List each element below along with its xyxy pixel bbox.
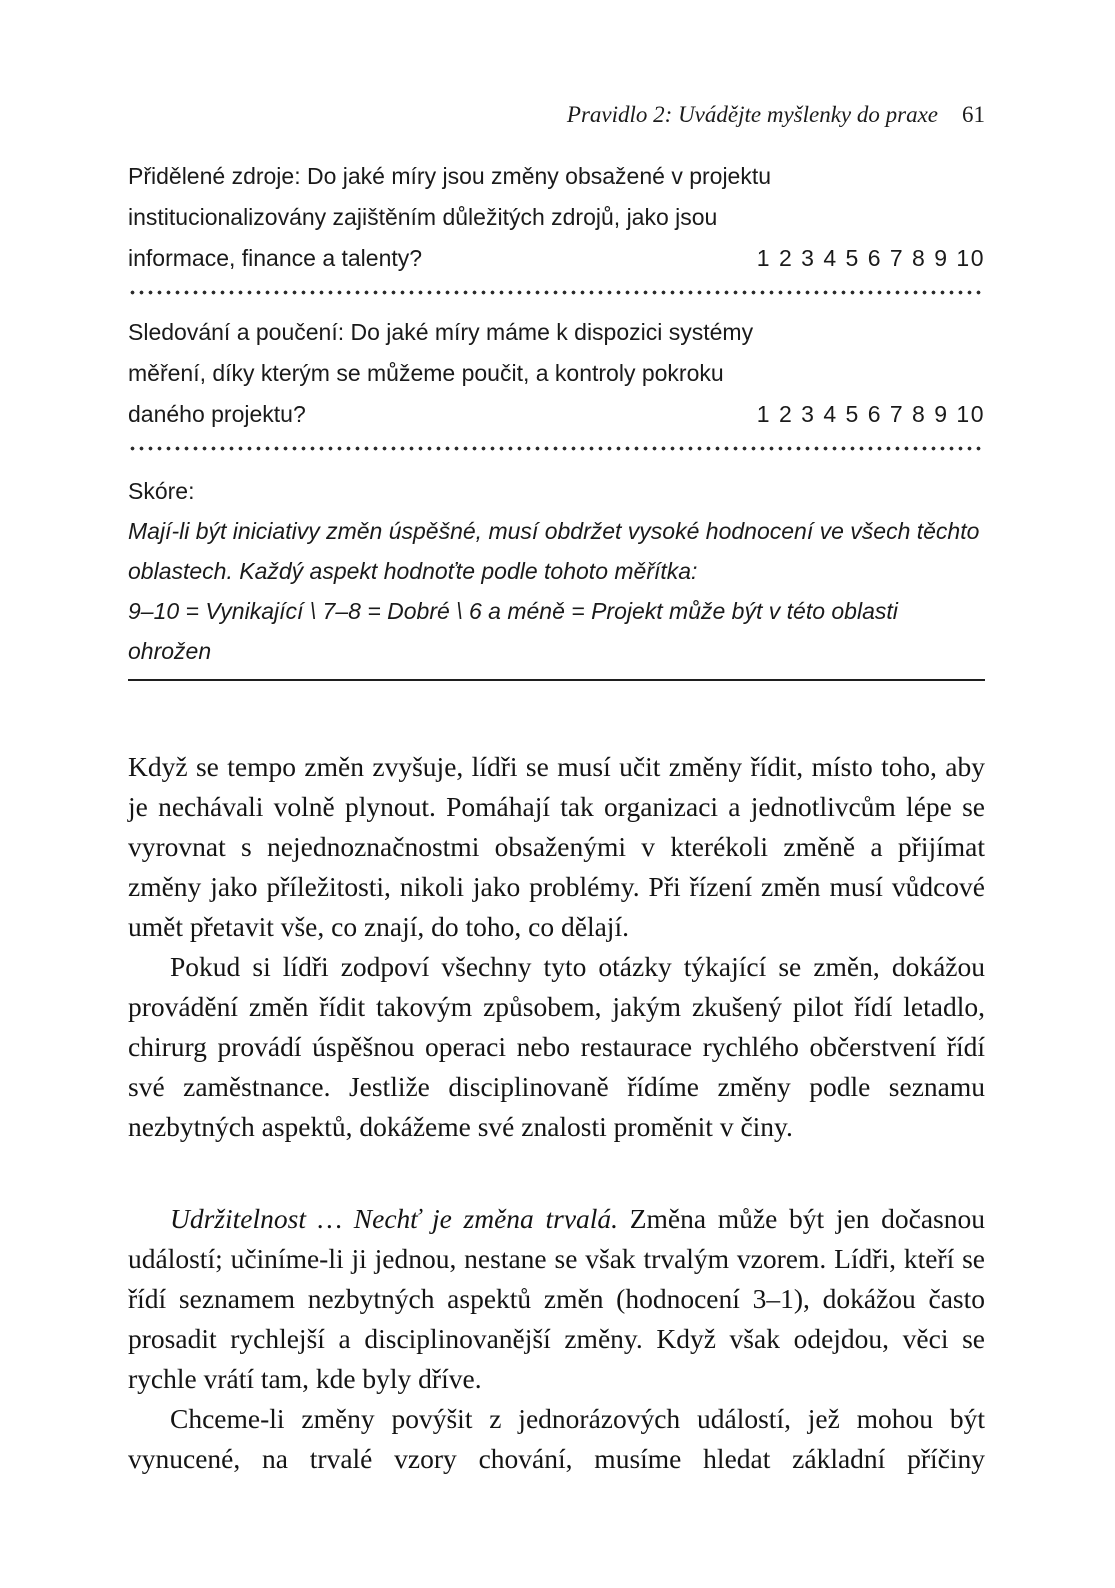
paragraph-text: Změna může být jen dočasnou událostí; učiníme-li ji jednou, nestane se však trvalým vzorem. Lídři, kteří se řídí seznamem nezbytných aspektů změn (hodnocení 3–1), dokážou často prosadit rychlejší a disciplinovanější změny. Když však odejdou, věci se rychle vrátí tam, kde byly dříve. bbox=[128, 1203, 985, 1394]
question-line: měření, díky kterým se můžeme poučit, a kontroly pokroku bbox=[128, 360, 724, 386]
score-note-line: oblastech. Každý aspekt hodnoťte podle tohoto měřítka: bbox=[128, 558, 698, 584]
paragraph-lead-italic: Udržitelnost … Nechť je změna trvalá. bbox=[170, 1203, 619, 1234]
rating-scale: 1 2 3 4 5 6 7 8 9 10 bbox=[756, 401, 985, 427]
paragraph-text: Chceme-li změny povýšit z jednorázových událostí, jež mohou být vynucené, na trvalé vzory chování, musíme hledat základní příčiny bbox=[128, 1403, 985, 1474]
body-text bbox=[128, 747, 985, 1479]
paragraph-text: Když se tempo změn zvyšuje, lídři se musí učit změny řídit, místo toho, aby je nechávali volně plynout. Pomáhají tak organizaci a jednotlivcům lépe se vyrovnat s nejednoznačnostmi obsaženými v kterékoli změně a přijímat změny jako příležitosti, nikoli jako problémy. Při řízení změn musí vůdcové umět přetavit vše, co znají, do toho, co dělají. bbox=[128, 751, 985, 942]
body-paragraph bbox=[128, 747, 985, 947]
body-paragraph bbox=[128, 1199, 985, 1399]
page-number: 61 bbox=[962, 102, 985, 127]
question-line: daného projektu? bbox=[128, 401, 306, 427]
score-note-line: 9–10 = Vynikající \ 7–8 = Dobré \ 6 a méně = Projekt může být v této oblasti ohrožen bbox=[128, 598, 898, 664]
question-line: institucionalizovány zajištěním důležitých zdrojů, jako jsou bbox=[128, 204, 718, 230]
score-note-line: Mají-li být iniciativy změn úspěšné, musí obdržet vysoké hodnocení ve všech těchto bbox=[128, 518, 980, 544]
score-note bbox=[128, 511, 985, 671]
section-rule bbox=[128, 679, 985, 681]
question-block-monitoring bbox=[128, 312, 985, 435]
question-block-resources bbox=[128, 156, 985, 279]
question-line: Sledování a poučení: Do jaké míry máme k dispozici systémy bbox=[128, 319, 754, 345]
rating-scale: 1 2 3 4 5 6 7 8 9 10 bbox=[756, 245, 985, 271]
body-paragraph bbox=[128, 1399, 985, 1479]
question-line: Přidělené zdroje: Do jaké míry jsou změny obsažené v projektu bbox=[128, 163, 772, 189]
chapter-title: Pravidlo 2: Uvádějte myšlenky do praxe bbox=[566, 102, 938, 127]
question-line: informace, finance a talenty? bbox=[128, 245, 423, 271]
paragraph-text: Pokud si lídři zodpoví všechny tyto otázky týkající se změn, dokážou provádění změn řídit takovým způsobem, jakým zkušený pilot řídí letadlo, chirurg provádí úspěšnou operaci nebo restaurace rychlého občerstvení řídí své zaměstnance. Jestliže disciplinovaně řídíme změny podle seznamu nezbytných aspektů, dokážeme své znalosti proměnit v činy. bbox=[128, 951, 985, 1142]
dotted-divider bbox=[128, 446, 985, 451]
dotted-divider bbox=[128, 290, 985, 295]
score-label: Skóre: bbox=[128, 478, 195, 504]
body-paragraph bbox=[128, 947, 985, 1147]
running-header bbox=[128, 100, 985, 130]
